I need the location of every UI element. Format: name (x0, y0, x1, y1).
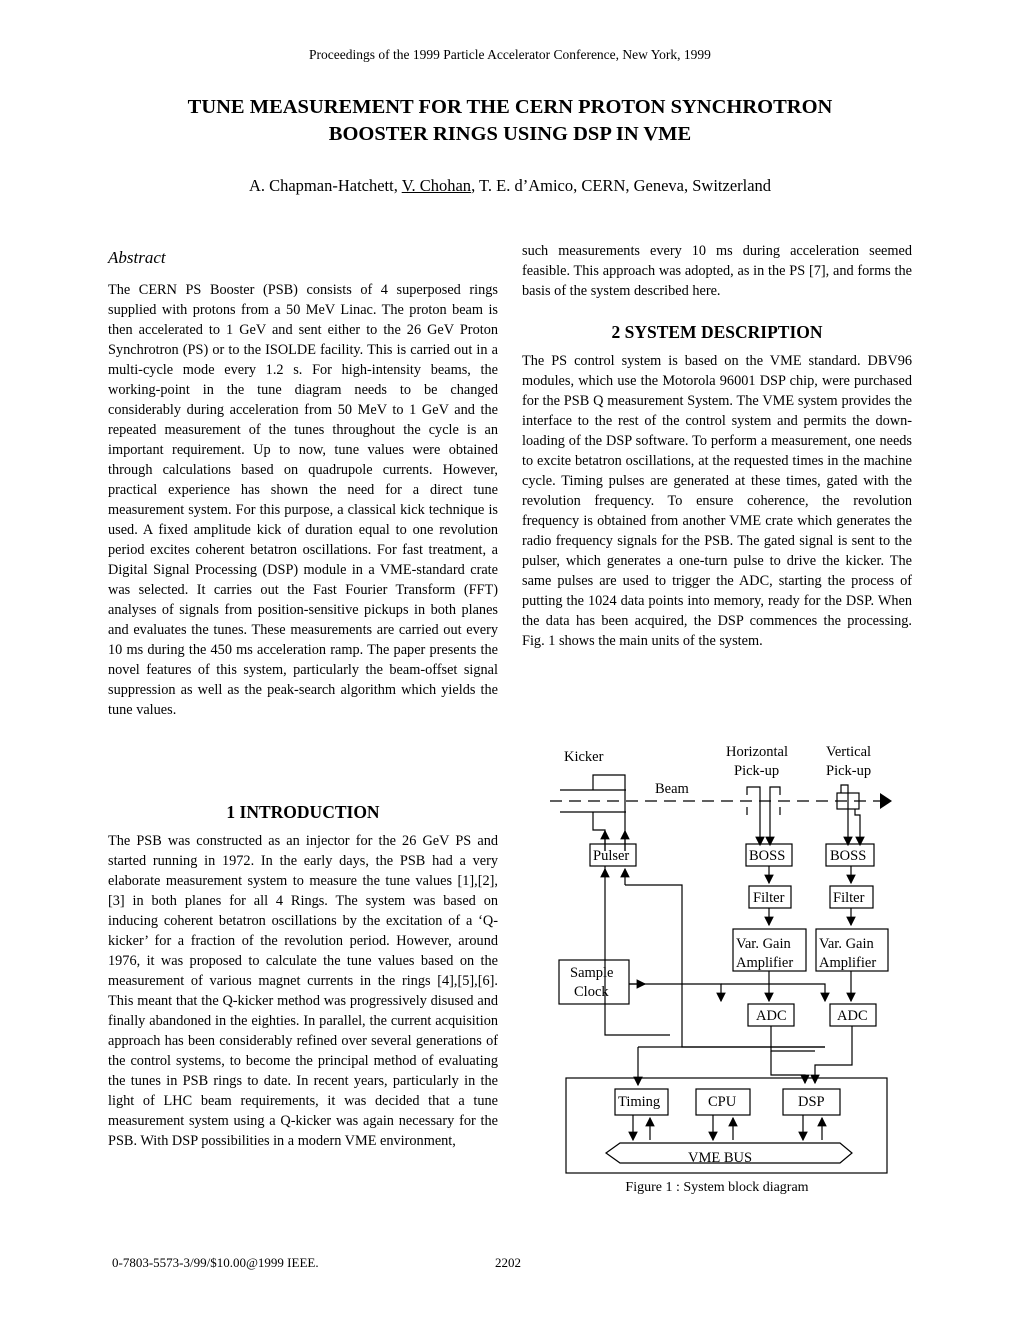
label-filter-h: Filter (753, 890, 785, 906)
figure-caption: Figure 1 : System block diagram (625, 1180, 809, 1195)
intro-body (108, 831, 498, 1151)
label-boss-v: BOSS (830, 848, 867, 864)
label-vargain-h-2: Amplifier (736, 955, 794, 971)
label-vargain-h-1: Var. Gain (736, 936, 791, 952)
label-vargain-v-1: Var. Gain (819, 936, 874, 952)
kicker-wire-top (593, 775, 625, 851)
label-adc-h: ADC (756, 1008, 787, 1024)
system-body (522, 351, 912, 651)
author-list (60, 176, 960, 196)
running-header: Proceedings of the 1999 Particle Accelerator Conference, New York, 1999 (309, 47, 711, 62)
author-3: , T. E. d’Amico, CERN, Geneva, Switzerland (471, 176, 772, 195)
intro-continued-text: such measurements every 10 ms during acceleration seemed feasible. This approach was adopted, as in the PS [7], and forms the basis of the system described here. (522, 243, 912, 299)
author-2: V. Chohan (401, 176, 472, 195)
v-pickup-wire-2 (855, 809, 860, 845)
label-horizontal: Horizontal (726, 744, 789, 760)
label-vertical: Vertical (826, 744, 872, 760)
system-block-diagram (540, 735, 910, 1175)
label-sample: Sample (570, 965, 614, 981)
author-1: A. Chapman-Hatchett, (248, 176, 402, 195)
label-boss-h: BOSS (749, 848, 786, 864)
intro-heading: 1 INTRODUCTION (226, 802, 380, 822)
h-pickup-left (747, 787, 760, 837)
label-pickup-v: Pick-up (826, 763, 872, 779)
system-heading: 2 SYSTEM DESCRIPTION (611, 322, 823, 342)
label-pickup-h: Pick-up (734, 763, 780, 779)
v-pickup-wire-1 (841, 785, 848, 845)
page-number: 2202 (495, 1255, 521, 1270)
paper-title (60, 94, 960, 148)
intro-continued (522, 241, 912, 301)
title-line-1: TUNE MEASUREMENT FOR THE CERN PROTON SYNCHROTRON (187, 96, 833, 118)
beam-arrow (880, 793, 892, 809)
abstract-heading: Abstract (108, 248, 166, 267)
label-kicker: Kicker (564, 749, 604, 765)
abstract-body (108, 280, 498, 720)
h-pickup-right (770, 787, 780, 837)
footer-copyright: 0-7803-5573-3/99/$10.00@1999 IEEE. (112, 1255, 319, 1270)
abstract-text: The CERN PS Booster (PSB) consists of 4 superposed rings supplied with protons from a 50 MeV Linac. The proton beam is then accelerated to 1 GeV and sent either to the 26 GeV Proton Synchrotron (PS) or to the ISOLDE facility. This is carried out in a multi-cycle mode every 1.2 s. For high-intensity beams, the working-point in the tune diagram needs to be changed considerably during acceleration from 50 MeV to 1 GeV and the repeated measurement of the tunes throughout the cycle is an important requirement. Up to now, tune values were obtained through calculations based on quadrupole currents. However, practical experience has shown the need for a direct tune measurement system. For this purpose, a classical kick technique is used. A fixed amplitude kick of duration equal to one revolution period excites coherent betatron oscillations. For fast treatment, a Digital Signal Processing (DSP) module in a VME-standard crate was selected. It carries out the Fast Fourier Transform (FFT) analyses of signals from position-sensitive pickups in both planes and evaluates the tunes. These measurements are carried out every 10 ms during the 450 ms acceleration ramp. The paper presents the novel features of this system, particularly the beam-offset signal suppression as well as the peak-search algorithm which yields the tune values. (108, 282, 498, 718)
label-adc-v: ADC (837, 1008, 868, 1024)
kicker-wire-bottom (593, 812, 605, 851)
label-vargain-v-2: Amplifier (819, 955, 877, 971)
label-dsp: DSP (798, 1094, 825, 1110)
label-pulser: Pulser (593, 848, 630, 864)
intro-text: The PSB was constructed as an injector for the 26 GeV PS and started running in 1972. In the early days, the PSB had a very elaborate measurement system to measure the tune values [1],[2],[3] in both planes for all 4 Rings. The system was based on inducing coherent betatron oscillations by the excitation of a ‘Q-kicker’ for a fraction of the revolution period. However, around 1976, it was proposed to calculate the tune values based on the measurement of various magnet currents in the rings [4],[5],[6]. This meant that the Q-kicker method was progressively disused and finally abandoned in the eighties. In parallel, the current acquisition approach has been considerably refined over several generations of the control systems, to become the principal method of evaluating the tunes in PSB rings to date. In recent years, particularly in the light of LHC beam requirements, it was decided that a tune measurement system using a Q-kicker was again necessary for the PSB. With DSP possibilities in a modern VME environment, (108, 833, 498, 1149)
title-line-2: BOOSTER RINGS USING DSP IN VME (328, 123, 692, 145)
label-cpu: CPU (708, 1094, 737, 1110)
label-filter-v: Filter (833, 890, 865, 906)
label-clock: Clock (574, 984, 609, 1000)
label-beam: Beam (655, 781, 689, 797)
system-text: The PS control system is based on the VME standard. DBV96 modules, which use the Motorola 96001 DSP chip, were purchased for the PSB Q measurement System. The VME system provides the interface to the rest of the control system and permits the down-loading of the DSP software. To perform a measurement, one needs to excite betatron oscillations, at the requested times in the machine cycle. Timing pulses are generated at these times, gated with the revolution frequency. To ensure coherence, the revolution frequency is obtained from another VME crate which generates the radio frequency signals for the PSB. The gated signal is sent to the pulser, which generates a one-turn pulse to drive the kicker. The same pulses are used to trigger the ADC, starting the process of putting the 1024 data points into memory, ready for the DSP. When the data has been acquired, the DSP commences the processing. Fig. 1 shows the main units of the system. (522, 353, 912, 649)
label-timing: Timing (618, 1094, 661, 1110)
label-vme-bus: VME BUS (688, 1150, 753, 1166)
